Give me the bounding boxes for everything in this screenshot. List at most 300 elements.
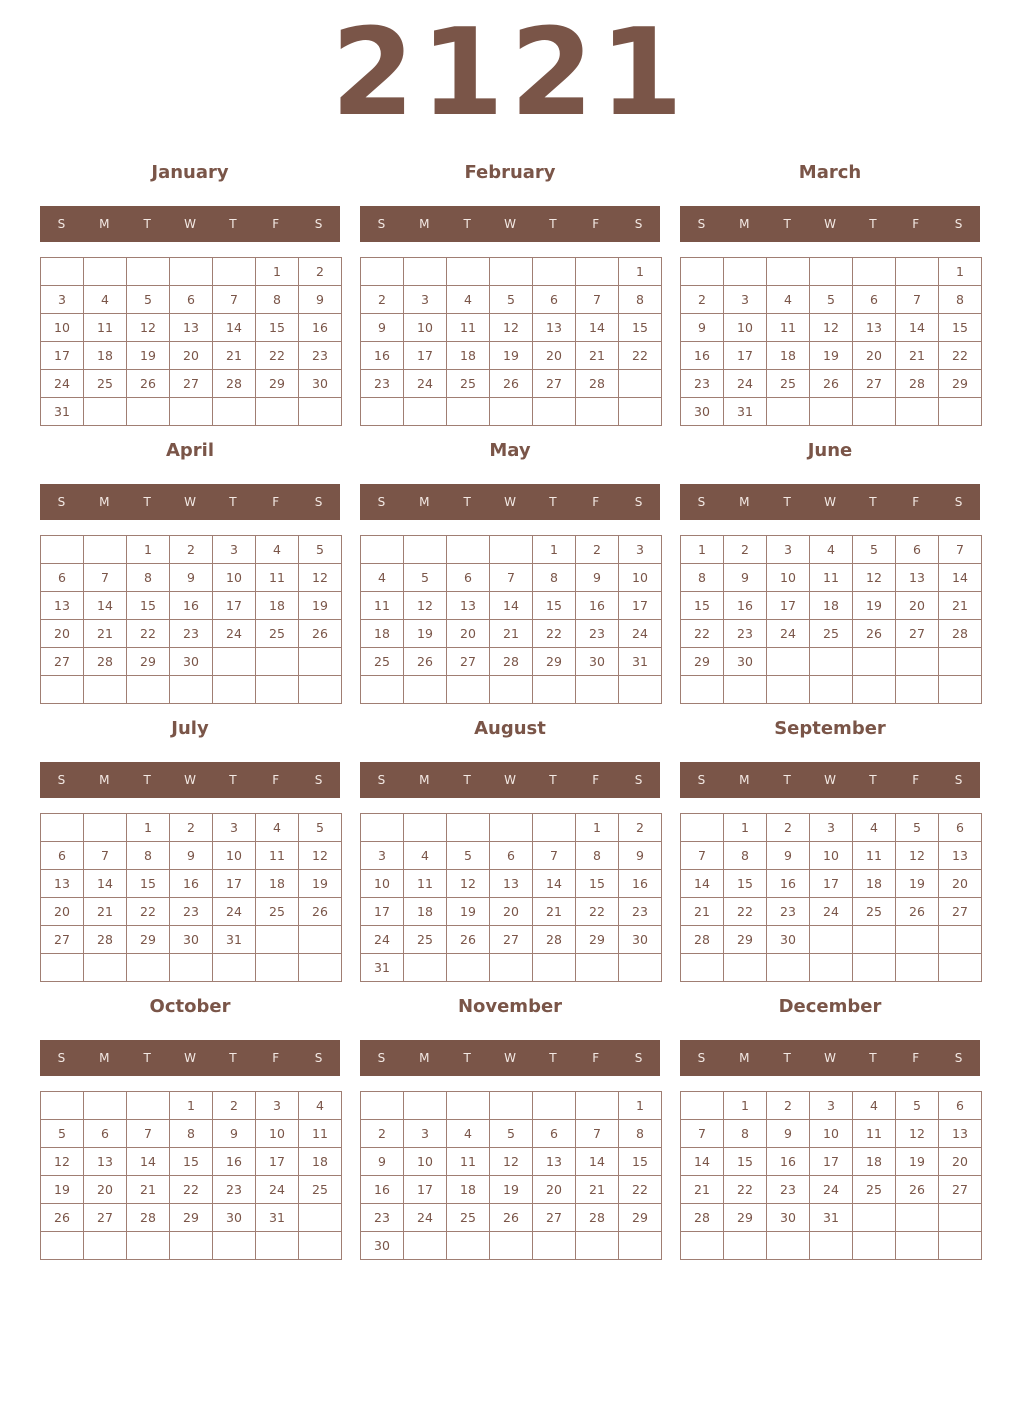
day-cell: 14: [896, 314, 939, 342]
day-cell: 22: [170, 1176, 213, 1204]
day-cell: [84, 536, 127, 564]
week-row: [681, 564, 982, 592]
day-cell: 14: [213, 314, 256, 342]
day-cell: [767, 676, 810, 704]
day-cell: 7: [896, 286, 939, 314]
day-cell: 31: [724, 398, 767, 426]
day-cell: 8: [619, 1120, 662, 1148]
day-cell: 11: [810, 564, 853, 592]
week-row: [361, 926, 662, 954]
week-row: [361, 314, 662, 342]
day-cell: 4: [810, 536, 853, 564]
week-row: [681, 1204, 982, 1232]
day-cell: [767, 258, 810, 286]
day-cell: 10: [810, 842, 853, 870]
day-cell: 22: [576, 898, 619, 926]
day-cell: 10: [404, 314, 447, 342]
weekday-label: F: [912, 773, 920, 787]
day-cell: 19: [896, 870, 939, 898]
day-cell: 30: [724, 648, 767, 676]
day-cell: 13: [853, 314, 896, 342]
day-cell: 14: [490, 592, 533, 620]
weekday-label: M: [99, 217, 110, 231]
month-name: September: [774, 718, 886, 739]
day-cell: 27: [41, 648, 84, 676]
weekday-label: T: [143, 217, 151, 231]
day-grid: [680, 813, 982, 982]
week-row: [41, 954, 342, 982]
day-cell: [490, 814, 533, 842]
day-cell: 20: [41, 620, 84, 648]
weekday-label: T: [783, 495, 791, 509]
month-name: August: [474, 718, 546, 739]
day-cell: [533, 676, 576, 704]
day-cell: [681, 258, 724, 286]
day-cell: [170, 398, 213, 426]
day-cell: 18: [853, 1148, 896, 1176]
day-cell: 17: [810, 1148, 853, 1176]
day-cell: 14: [939, 564, 982, 592]
day-cell: 7: [681, 842, 724, 870]
day-cell: 14: [84, 870, 127, 898]
day-cell: 10: [256, 1120, 299, 1148]
month-name: July: [171, 718, 209, 739]
week-row: [361, 676, 662, 704]
day-cell: 2: [724, 536, 767, 564]
day-cell: [41, 536, 84, 564]
day-cell: 2: [767, 1092, 810, 1120]
day-cell: [213, 648, 256, 676]
day-cell: 21: [213, 342, 256, 370]
weekday-label: T: [783, 773, 791, 787]
day-cell: 20: [447, 620, 490, 648]
day-cell: 6: [533, 1120, 576, 1148]
day-cell: 4: [447, 1120, 490, 1148]
day-cell: 26: [896, 1176, 939, 1204]
day-cell: 12: [896, 842, 939, 870]
weekday-label: M: [739, 773, 750, 787]
day-cell: 7: [127, 1120, 170, 1148]
day-cell: 19: [299, 870, 342, 898]
day-cell: [404, 536, 447, 564]
day-cell: 22: [127, 898, 170, 926]
day-cell: [810, 648, 853, 676]
day-cell: 15: [576, 870, 619, 898]
weekday-label: M: [99, 495, 110, 509]
day-grid: [40, 257, 342, 426]
day-cell: 21: [681, 1176, 724, 1204]
day-cell: 20: [853, 342, 896, 370]
day-cell: 26: [896, 898, 939, 926]
day-cell: 8: [619, 286, 662, 314]
day-cell: 3: [361, 842, 404, 870]
day-cell: 5: [896, 814, 939, 842]
weekday-label: T: [783, 1051, 791, 1065]
week-row: [361, 842, 662, 870]
day-cell: 4: [256, 814, 299, 842]
weekday-label: W: [184, 773, 196, 787]
day-cell: 29: [681, 648, 724, 676]
weekday-label: T: [143, 495, 151, 509]
day-cell: 9: [724, 564, 767, 592]
week-row: [41, 870, 342, 898]
day-cell: [213, 258, 256, 286]
day-cell: 2: [681, 286, 724, 314]
week-row: [681, 1232, 982, 1260]
week-row: [361, 1176, 662, 1204]
week-row: [681, 370, 982, 398]
day-cell: 7: [490, 564, 533, 592]
week-row: [41, 342, 342, 370]
weekday-header: [40, 206, 340, 242]
day-cell: 26: [127, 370, 170, 398]
day-cell: 21: [490, 620, 533, 648]
week-row: [681, 536, 982, 564]
day-cell: [41, 954, 84, 982]
day-cell: 13: [490, 870, 533, 898]
day-grid: [40, 535, 342, 704]
day-cell: 21: [576, 1176, 619, 1204]
day-cell: 2: [361, 1120, 404, 1148]
day-cell: [810, 676, 853, 704]
day-cell: 13: [896, 564, 939, 592]
day-cell: 2: [767, 814, 810, 842]
weekday-label: M: [99, 773, 110, 787]
day-cell: 3: [619, 536, 662, 564]
weekday-label: T: [869, 1051, 877, 1065]
day-cell: [896, 954, 939, 982]
day-cell: [939, 398, 982, 426]
day-cell: 22: [724, 898, 767, 926]
day-cell: [256, 648, 299, 676]
day-cell: 1: [619, 258, 662, 286]
day-cell: 2: [576, 536, 619, 564]
weekday-label: T: [463, 217, 471, 231]
day-cell: 25: [853, 898, 896, 926]
day-cell: 19: [41, 1176, 84, 1204]
day-cell: 11: [84, 314, 127, 342]
day-cell: [404, 398, 447, 426]
weekday-label: S: [377, 217, 386, 231]
day-cell: 7: [681, 1120, 724, 1148]
day-grid: [40, 813, 342, 982]
weekday-label: S: [377, 773, 386, 787]
day-cell: 19: [299, 592, 342, 620]
day-cell: 15: [256, 314, 299, 342]
day-cell: 19: [810, 342, 853, 370]
day-cell: 17: [724, 342, 767, 370]
day-cell: 13: [447, 592, 490, 620]
day-cell: 6: [896, 536, 939, 564]
day-grid: [360, 1091, 662, 1260]
weekday-label: S: [697, 217, 706, 231]
weekday-label: F: [592, 1051, 600, 1065]
weekday-label: T: [463, 1051, 471, 1065]
week-row: [361, 536, 662, 564]
day-cell: [404, 676, 447, 704]
day-grid: [680, 257, 982, 426]
day-cell: 2: [170, 536, 213, 564]
week-row: [681, 870, 982, 898]
weekday-label: W: [824, 1051, 836, 1065]
weekday-label: S: [954, 217, 963, 231]
day-cell: 5: [490, 286, 533, 314]
day-cell: 13: [533, 1148, 576, 1176]
day-cell: 8: [724, 842, 767, 870]
day-cell: 20: [896, 592, 939, 620]
day-cell: 13: [939, 842, 982, 870]
day-cell: 6: [939, 814, 982, 842]
day-cell: 24: [213, 620, 256, 648]
day-cell: [170, 676, 213, 704]
month-april: [40, 438, 340, 704]
day-cell: [41, 676, 84, 704]
day-cell: [490, 536, 533, 564]
week-row: [361, 1232, 662, 1260]
day-cell: 28: [576, 1204, 619, 1232]
week-row: [41, 1092, 342, 1120]
day-cell: 7: [84, 564, 127, 592]
day-cell: 17: [767, 592, 810, 620]
day-cell: 16: [576, 592, 619, 620]
day-cell: [127, 258, 170, 286]
month-september: [680, 716, 980, 982]
day-cell: 11: [404, 870, 447, 898]
week-row: [41, 926, 342, 954]
day-cell: [84, 954, 127, 982]
day-cell: 3: [767, 536, 810, 564]
day-cell: 10: [619, 564, 662, 592]
day-cell: 6: [84, 1120, 127, 1148]
weekday-label: W: [504, 773, 516, 787]
day-cell: [213, 1232, 256, 1260]
day-cell: 5: [896, 1092, 939, 1120]
day-cell: [896, 926, 939, 954]
month-july: [40, 716, 340, 982]
weekday-label: T: [229, 1051, 237, 1065]
day-cell: 24: [404, 1204, 447, 1232]
weekday-label: W: [184, 495, 196, 509]
day-cell: 20: [84, 1176, 127, 1204]
month-name: October: [149, 996, 231, 1017]
day-cell: 27: [41, 926, 84, 954]
day-cell: 19: [853, 592, 896, 620]
weekday-header: [680, 484, 980, 520]
day-cell: 27: [84, 1204, 127, 1232]
day-cell: 23: [170, 620, 213, 648]
weekday-header: [680, 1040, 980, 1076]
day-cell: 18: [361, 620, 404, 648]
day-cell: 3: [810, 814, 853, 842]
weekday-label: F: [272, 1051, 280, 1065]
day-cell: 11: [767, 314, 810, 342]
day-cell: 17: [404, 342, 447, 370]
day-cell: 18: [767, 342, 810, 370]
day-cell: 28: [490, 648, 533, 676]
day-cell: 26: [404, 648, 447, 676]
week-row: [361, 286, 662, 314]
weekday-label: F: [592, 773, 600, 787]
day-cell: [724, 954, 767, 982]
day-cell: [170, 1232, 213, 1260]
day-cell: 9: [170, 564, 213, 592]
weekday-label: M: [419, 495, 430, 509]
day-cell: [939, 1204, 982, 1232]
day-cell: 18: [256, 870, 299, 898]
day-grid: [680, 1091, 982, 1260]
day-cell: 30: [681, 398, 724, 426]
day-cell: [576, 954, 619, 982]
week-row: [681, 398, 982, 426]
day-cell: 4: [299, 1092, 342, 1120]
day-cell: [681, 954, 724, 982]
day-cell: [490, 1092, 533, 1120]
day-cell: 24: [361, 926, 404, 954]
day-cell: 4: [84, 286, 127, 314]
day-cell: [490, 1232, 533, 1260]
weekday-label: S: [57, 1051, 66, 1065]
day-cell: [404, 954, 447, 982]
day-cell: [810, 1232, 853, 1260]
day-cell: 24: [724, 370, 767, 398]
day-cell: [576, 398, 619, 426]
day-cell: [939, 648, 982, 676]
week-row: [41, 536, 342, 564]
weekday-label: S: [377, 1051, 386, 1065]
day-cell: [767, 954, 810, 982]
day-cell: 14: [681, 870, 724, 898]
day-cell: 14: [576, 1148, 619, 1176]
weekday-label: S: [377, 495, 386, 509]
day-cell: 16: [361, 1176, 404, 1204]
day-cell: 17: [256, 1148, 299, 1176]
week-row: [41, 564, 342, 592]
weekday-label: S: [314, 773, 323, 787]
day-cell: [447, 258, 490, 286]
day-cell: [724, 676, 767, 704]
day-cell: 9: [576, 564, 619, 592]
day-cell: 30: [767, 926, 810, 954]
day-cell: 9: [619, 842, 662, 870]
week-row: [41, 398, 342, 426]
day-cell: 28: [681, 926, 724, 954]
day-cell: 22: [619, 1176, 662, 1204]
day-cell: 27: [533, 370, 576, 398]
day-cell: 8: [533, 564, 576, 592]
day-cell: 28: [681, 1204, 724, 1232]
day-cell: 25: [84, 370, 127, 398]
week-row: [41, 286, 342, 314]
weekday-label: S: [697, 495, 706, 509]
day-cell: 5: [299, 814, 342, 842]
month-name: February: [464, 162, 556, 183]
day-cell: 11: [256, 564, 299, 592]
weekday-label: S: [57, 217, 66, 231]
day-cell: [84, 814, 127, 842]
day-cell: 29: [724, 926, 767, 954]
day-cell: [619, 676, 662, 704]
weekday-label: T: [783, 217, 791, 231]
day-cell: [681, 814, 724, 842]
day-cell: 4: [853, 1092, 896, 1120]
week-row: [361, 592, 662, 620]
day-cell: [810, 258, 853, 286]
day-cell: 29: [170, 1204, 213, 1232]
day-cell: [576, 1092, 619, 1120]
day-cell: [256, 1232, 299, 1260]
day-cell: 15: [533, 592, 576, 620]
week-row: [681, 592, 982, 620]
day-cell: 28: [84, 648, 127, 676]
month-june: [680, 438, 980, 704]
day-cell: 4: [447, 286, 490, 314]
day-cell: 9: [361, 314, 404, 342]
week-row: [41, 648, 342, 676]
day-cell: 21: [681, 898, 724, 926]
day-cell: 10: [724, 314, 767, 342]
day-cell: 25: [447, 1204, 490, 1232]
weekday-label: M: [419, 1051, 430, 1065]
day-cell: 23: [767, 1176, 810, 1204]
day-cell: 6: [853, 286, 896, 314]
day-cell: 27: [533, 1204, 576, 1232]
week-row: [41, 1176, 342, 1204]
day-cell: [619, 398, 662, 426]
day-cell: 25: [767, 370, 810, 398]
day-cell: 2: [299, 258, 342, 286]
day-cell: [681, 1092, 724, 1120]
day-cell: 6: [170, 286, 213, 314]
day-cell: 30: [170, 926, 213, 954]
month-name: November: [457, 996, 563, 1017]
day-grid: [360, 813, 662, 982]
weekday-label: W: [504, 495, 516, 509]
month-name: May: [489, 440, 531, 461]
weekday-label: F: [592, 495, 600, 509]
day-cell: 1: [256, 258, 299, 286]
day-cell: [361, 676, 404, 704]
day-cell: 19: [127, 342, 170, 370]
day-cell: [490, 258, 533, 286]
day-cell: [533, 954, 576, 982]
day-cell: 28: [84, 926, 127, 954]
weekday-header: [680, 206, 980, 242]
week-row: [41, 1204, 342, 1232]
day-cell: 1: [939, 258, 982, 286]
day-cell: 6: [490, 842, 533, 870]
week-row: [681, 1092, 982, 1120]
day-cell: [939, 1232, 982, 1260]
week-row: [361, 620, 662, 648]
week-row: [681, 926, 982, 954]
day-cell: 6: [939, 1092, 982, 1120]
day-cell: 23: [619, 898, 662, 926]
day-cell: 16: [170, 870, 213, 898]
day-cell: [853, 1232, 896, 1260]
day-cell: [361, 536, 404, 564]
day-cell: 18: [256, 592, 299, 620]
week-row: [361, 1204, 662, 1232]
day-cell: 29: [724, 1204, 767, 1232]
day-cell: 15: [724, 870, 767, 898]
weekday-label: F: [912, 495, 920, 509]
day-cell: 18: [84, 342, 127, 370]
day-cell: 14: [681, 1148, 724, 1176]
day-cell: [939, 926, 982, 954]
day-cell: 24: [810, 898, 853, 926]
weekday-label: T: [229, 495, 237, 509]
day-cell: 18: [447, 342, 490, 370]
